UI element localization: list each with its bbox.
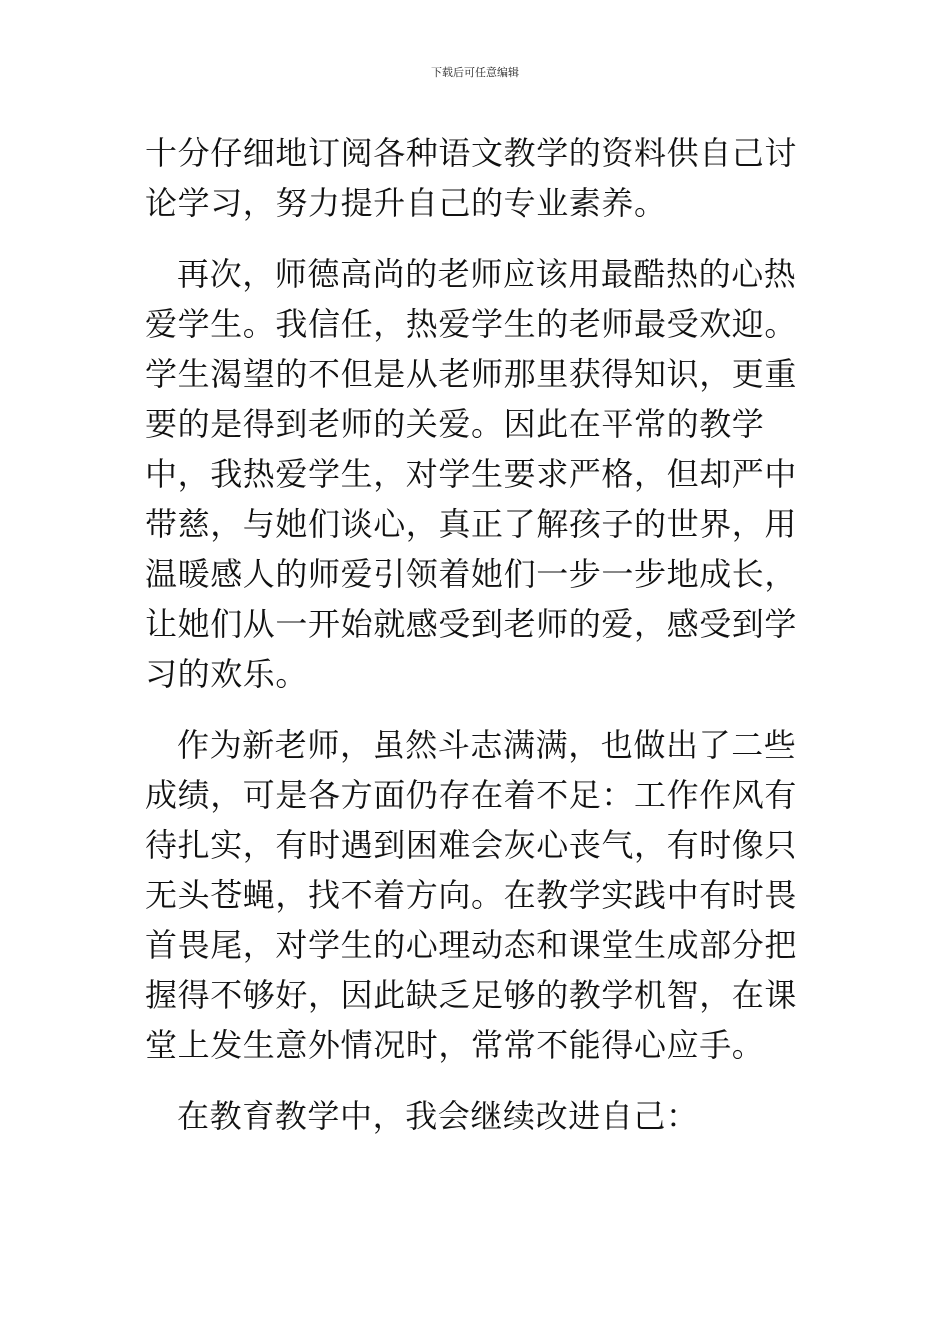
paragraph-teacher-ethics: 再次，师德高尚的老师应该用最酷热的心热爱学生。我信任，热爱学生的老师最受欢迎。学生渴望的不但是从老师那里获得知识，更重要的是得到老师的关爱。因此在平常的教学中，我热爱学生，对学生要求严格，但却严中带慈，与她们谈心，真正了解孩子的世界，用温暖感人的师爱引领着她们一步一步地成长，让她们从一开始就感受到老师的爱，感受到学习的欢乐。 — [145, 255, 798, 693]
page-header: 下载后可任意编辑 — [431, 66, 519, 79]
paragraph-continuation: 十分仔细地订阅各种语文教学的资料供自己讨论学习，努力提升自己的专业素养。 — [145, 134, 798, 222]
paragraph-shortcomings: 作为新老师，虽然斗志满满，也做出了二些成绩，可是各方面仍存在着不足：工作作风有待扎实，有时遇到困难会灰心丧气，有时像只无头苍蝇，找不着方向。在教学实践中有时畏首畏尾，对学生的心理动态和课堂生成部分把握得不够好，因此缺乏足够的教学机智，在课堂上发生意外情况时，常常不能得心应手。 — [145, 726, 798, 1064]
document-body — [145, 128, 805, 1162]
paragraph-improvement: 在教育教学中，我会继续改进自己： — [177, 1097, 699, 1135]
